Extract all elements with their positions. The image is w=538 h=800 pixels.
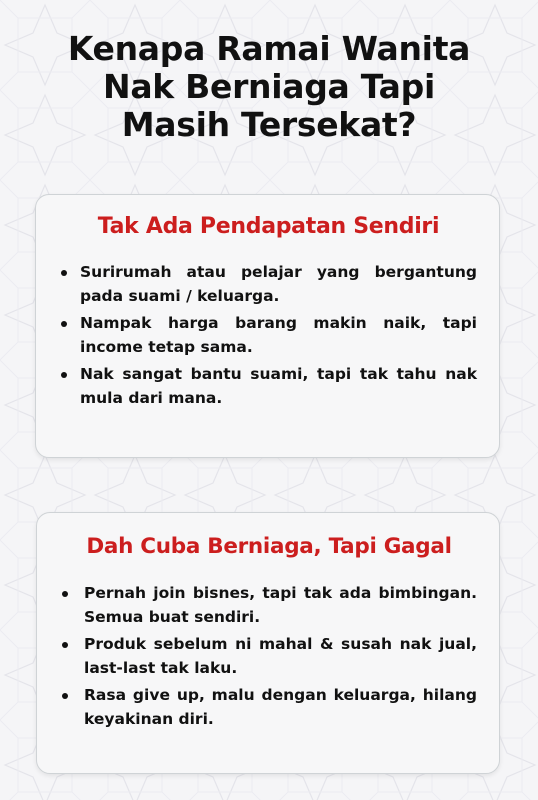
list-item-text: Pernah join bisnes, tapi tak ada bimbingan. Semua buat sendiri.: [84, 584, 477, 626]
bullet-dot-icon: [62, 693, 68, 699]
bullet-dot-icon: [61, 321, 67, 327]
bullet-dot-icon: [62, 591, 68, 597]
list-item: [60, 363, 477, 410]
bullet-list: [61, 582, 477, 731]
list-item-text: Rasa give up, malu dengan keluarga, hilang keyakinan diri.: [84, 686, 477, 728]
bullet-dot-icon: [61, 270, 67, 276]
bullet-dot-icon: [62, 642, 68, 648]
list-item: [60, 261, 477, 308]
bullet-dot-icon: [61, 372, 67, 378]
headline-line-2: Nak Berniaga Tapi: [103, 67, 435, 106]
list-item: [61, 633, 477, 680]
bullet-list: [60, 261, 477, 410]
problem-card-business-failed: [36, 512, 500, 774]
list-item: [60, 312, 477, 359]
list-item-text: Nampak harga barang makin naik, tapi income tetap sama.: [80, 314, 477, 356]
list-item-text: Nak sangat bantu suami, tapi tak tahu nak mula dari mana.: [80, 365, 477, 407]
list-item: [61, 684, 477, 731]
list-item: [61, 582, 477, 629]
card-title: Dah Cuba Berniaga, Tapi Gagal: [86, 534, 452, 559]
page-headline: [20, 30, 518, 144]
problem-card-no-income: [35, 194, 500, 458]
card-title: Tak Ada Pendapatan Sendiri: [97, 214, 440, 239]
list-item-text: Surirumah atau pelajar yang bergantung pada suami / keluarga.: [80, 263, 477, 305]
headline-line-3: Masih Tersekat?: [121, 105, 417, 144]
list-item-text: Produk sebelum ni mahal & susah nak jual, last-last tak laku.: [84, 635, 477, 677]
headline-line-1: Kenapa Ramai Wanita: [67, 29, 471, 68]
